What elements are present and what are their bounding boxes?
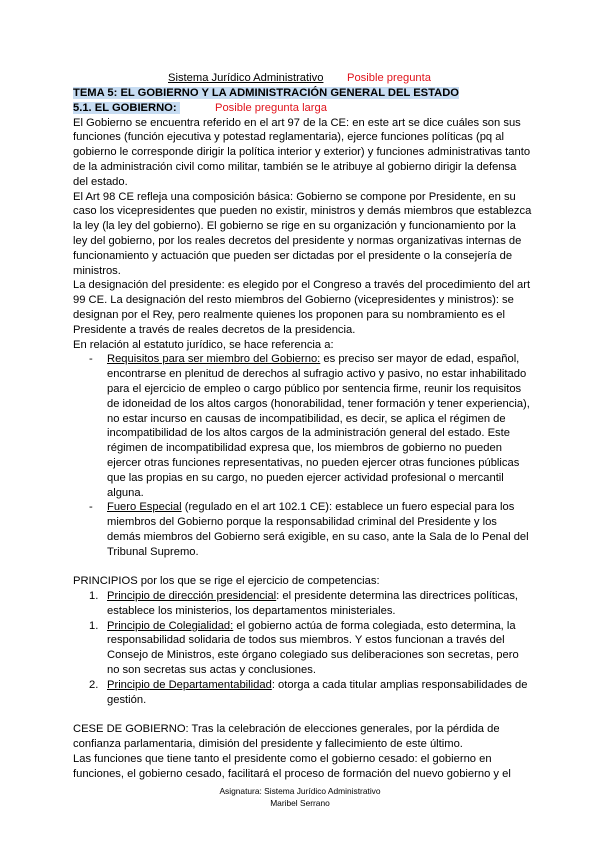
paragraph-estatuto: En relación al estatuto jurídico, se hace referencia a: [73,338,334,351]
list-item [107,500,533,559]
list-item: 1. Principio de dirección presidencial: el presidente determina las directrices políticas, establece los ministerios, los departamentos ministeriales. [89,590,519,617]
estatuto-list [73,352,533,559]
subsection-title: 5.1. EL GOBIERNO: [73,101,177,114]
paragraph-art98: El Art 98 CE refleja una composición básica: Gobierno se compone por Presidente, en su caso los vicepresidentes que pueden no existir, ministros y demás miembros que establezca la ley (la ley del gobierno). El gobierno se rige en su organización y funcionamiento por la ley del gobierno, por los reales decretos del presidente y normas organizativas internas de funcionamiento y actuación que pueden ser dictadas por el presidente o la consejería de ministros. [73,190,532,277]
section-title: TEMA 5: EL GOBIERNO Y LA ADMINISTRACIÓN GENERAL DEL ESTADO [73,87,459,99]
document-body [73,86,533,781]
paragraph-art97: El Gobierno se encuentra referido en el art 97 de la CE: en este art se dice cuáles son sus funciones (función ejecutiva y potestad reglamentaria), ejerce funciones políticas (pq al gobierno le corresponde dirigir la política interior y exterior) y funciones administrativas tanto de la administración civil como militar, también se le atribuye al gobierno dirigir la defensa del estado. [73,116,531,188]
principios-list [73,589,533,707]
list-item-text: es preciso ser mayor de edad, español, encontrarse en plenitud de derechos al sufragio activo y pasivo, no estar inhabilitado para el ejercicio de empleo o cargo público por sentencia firme, reunir los requisitos de idoneidad de los altos cargos (honorabilidad, tener formación y tener experiencia), no estar incurso en causas de incompatibilidad, es decir, se aplica el régimen de incompatibilidad de los altos cargos de la administración general del estado. Este régimen de incompatibilidad expresa que, los miembros de gobierno no pueden ejercer otras funciones representativas, no pueden ejercer otras funciones públicas que las propias en su cargo, no pueden ejercer actividad profesional o mercantil alguna. [107,353,530,499]
list-item-text: el gobierno actúa de forma colegiada, esto determina, la responsabilidad solidaria de todos sus miembros. Y estos funcionan a través del Consejo de Ministros, este órgano colegiado sus deliberaciones son secretas, pero no son secretas sus actas y conclusiones. [107,619,519,677]
principios-intro: PRINCIPIOS por los que se rige el ejercicio de competencias: [73,575,380,588]
list-item-label: Requisitos para ser miembro del Gobierno: [107,353,321,366]
paragraph-designacion: La designación del presidente: es elegido por el Congreso a través del procedimiento del art 99 CE. La designación del resto miembros del Gobierno (vicepresidentes y ministros): se designan por el Rey, pero realmente quienes los proponen para su nombramiento es el Presidente a través de reales decretos de la presidencia. [73,279,531,336]
list-item-label: Principio de Departamentabilidad [107,678,272,691]
list-item: 2. Principio de Departamentabilidad: otorga a cada titular amplias responsabilidades de gestión. [89,678,528,706]
list-item-text: : el presidente determina las directrices políticas, establece los ministerios, los departamentos ministeriales. [107,590,519,617]
paragraph-funciones: Las funciones que tiene tanto el presidente como el gobierno cesado: el gobierno en funciones, el gobierno cesado, facilitará el proceso de formación del nuevo gobierno y el [73,752,511,780]
list-item-text: : otorga a cada titular amplias responsabilidades de gestión. [107,678,528,706]
list-item-label: Fuero Especial [107,501,182,514]
list-item-label: Principio de Colegialidad: [107,619,234,632]
subtitle-line [73,101,533,116]
header-tag: Posible pregunta [347,72,431,84]
footer-subject: Asignatura: Sistema Jurídico Administrativo [219,786,381,796]
footer-author: Maribel Serrano [270,798,330,808]
list-item [107,352,533,500]
list-item-text: (regulado en el art 102.1 CE): establece un fuero especial para los miembros del Gobierno porque la responsabilidad criminal del Presidente y los demás miembros del Gobierno será exigible, en su caso, ante la Sala de lo Penal del Tribunal Supremo. [107,501,529,558]
page-footer [0,785,600,809]
title-line [73,86,533,101]
list-item: 1. Principio de Colegialidad: el gobierno actúa de forma colegiada, esto determina, la responsabilidad solidaria de todos sus miembros. Y estos funcionan a través del Consejo de Ministros, este órgano colegiado sus deliberaciones son secretas, pero no son secretas sus actas y conclusiones. [89,619,519,677]
paragraph-cese: CESE DE GOBIERNO: Tras la celebración de elecciones generales, por la pérdida de confianza parlamentaria, dimisión del presidente y fallecimiento de este último. [73,723,500,751]
header-subject: Sistema Jurídico Administrativo [168,72,324,84]
subsection-tag: Posible pregunta larga [215,101,327,114]
list-item-label: Principio de dirección presidencial [107,590,277,603]
page-header [0,71,600,85]
